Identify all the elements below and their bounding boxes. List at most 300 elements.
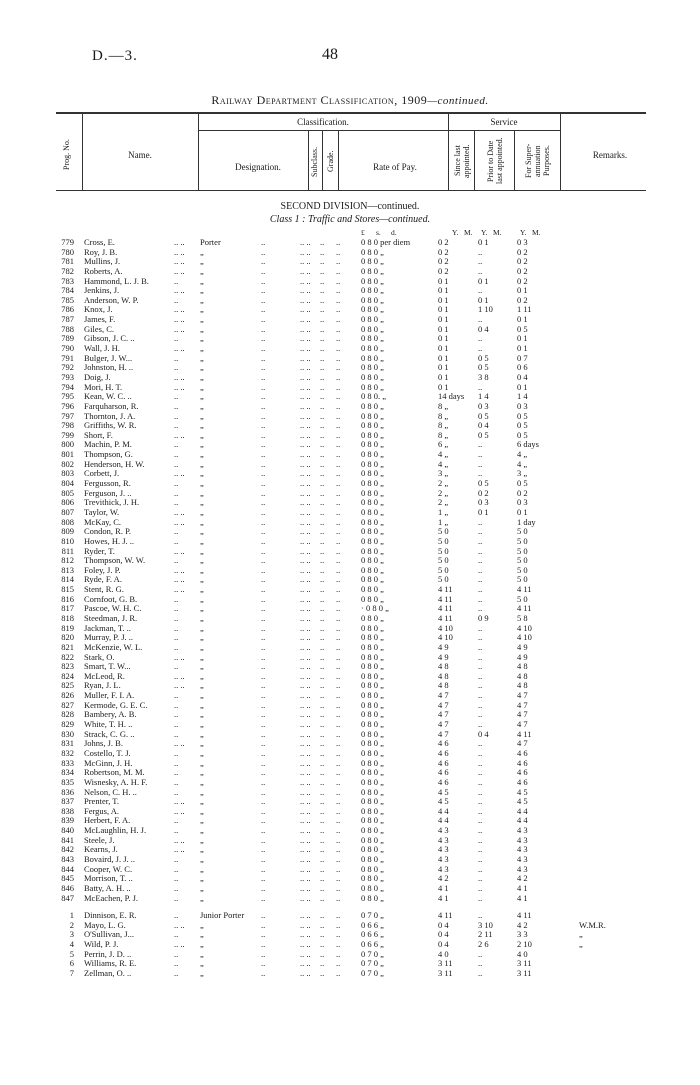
table-row	[56, 959, 646, 969]
designation-cell: „	[200, 429, 204, 440]
name-cell: Bulger, J. W...	[84, 352, 133, 363]
leader-dots: ..	[320, 796, 325, 807]
rate-cell: 0 8 0 „	[361, 535, 384, 546]
prior-cell: 0 1	[478, 275, 489, 286]
leader-dots: .. ..	[300, 786, 311, 797]
leader-dots: ..	[320, 237, 325, 247]
leader-dots: ..	[261, 719, 266, 730]
prior-cell: ..	[478, 516, 483, 527]
leader-dots: ..	[261, 275, 266, 286]
leader-dots: ..	[174, 410, 179, 421]
superannuation-cell: 5 8	[517, 612, 528, 623]
superannuation-cell: 4 11	[517, 603, 532, 614]
prog-no-cell: 7	[69, 968, 74, 979]
leader-dots: ..	[261, 796, 266, 807]
leader-dots: ..	[261, 352, 266, 363]
header-classification: Classification.	[297, 117, 349, 127]
superannuation-cell: 4 7	[517, 709, 528, 720]
leader-dots: .. ..	[300, 882, 311, 893]
leader-dots: .. ..	[300, 747, 311, 758]
superannuation-cell: 4 10	[517, 622, 532, 633]
superannuation-cell: 4 7	[517, 738, 528, 749]
superannuation-cell: 0 4	[517, 371, 528, 382]
rate-cell: 0 8 0 „	[361, 323, 384, 334]
superannuation-cell: 4 4	[517, 815, 528, 826]
leader-dots: .. ..	[300, 854, 311, 864]
superannuation-cell: 4 7	[517, 690, 528, 701]
leader-dots: ..	[320, 767, 325, 778]
leader-dots: .. ..	[300, 526, 311, 537]
leader-dots: ..	[320, 478, 325, 489]
leader-dots: .. ..	[174, 429, 185, 440]
name-cell: Prenter, T.	[84, 796, 119, 807]
superannuation-cell: 1 4	[517, 391, 528, 402]
superannuation-cell: 4 9	[517, 641, 528, 652]
prior-cell: ..	[478, 555, 483, 566]
since-last-cell: 4 3	[438, 863, 449, 874]
leader-dots: .. ..	[174, 545, 185, 556]
leader-dots: ..	[320, 246, 325, 257]
header-rate: Rate of Pay.	[373, 162, 417, 172]
leader-dots: .. ..	[300, 680, 311, 691]
since-last-cell: 4 5	[438, 796, 449, 807]
leader-dots: ..	[336, 958, 341, 969]
leader-dots: .. ..	[174, 844, 185, 855]
table-row	[56, 595, 646, 605]
prior-cell: ..	[478, 738, 483, 749]
prior-cell: ..	[478, 584, 483, 595]
leader-dots: ..	[174, 728, 179, 739]
leader-dots: .. ..	[300, 603, 311, 614]
prog-no-cell: 847	[61, 892, 74, 903]
leader-dots: ..	[320, 805, 325, 816]
name-cell: Stent, R. G.	[84, 584, 124, 595]
page-reference: D.—3.	[92, 48, 138, 64]
table-row	[56, 296, 646, 306]
leader-dots: .. ..	[300, 622, 311, 633]
table-row	[56, 518, 646, 528]
title-main: Railway Department Classification, 1909	[211, 93, 428, 107]
name-cell: Griffiths, W. R.	[84, 420, 137, 431]
leader-dots: ..	[320, 728, 325, 739]
prog-no-cell: 783	[61, 275, 74, 286]
leader-dots: .. ..	[174, 805, 185, 816]
leader-dots: ..	[336, 343, 341, 354]
leader-dots: ..	[261, 844, 266, 855]
rate-cell: 0 8 0 „	[361, 680, 384, 691]
since-last-cell: 4 4	[438, 815, 449, 826]
leader-dots: ..	[336, 728, 341, 739]
superannuation-cell: 3 „	[517, 468, 528, 479]
superannuation-cell: 0 1	[517, 314, 528, 325]
designation-cell: „	[200, 545, 204, 556]
leader-dots: ..	[261, 948, 266, 959]
leader-dots: ..	[261, 237, 266, 247]
name-cell: Stark, O.	[84, 651, 115, 662]
prior-cell: ..	[478, 757, 483, 768]
table-row	[56, 720, 646, 730]
designation-cell: „	[200, 919, 204, 930]
leader-dots: ..	[174, 622, 179, 633]
leader-dots: ..	[320, 747, 325, 758]
superannuation-cell: 4 1	[517, 892, 528, 903]
leader-dots: ..	[261, 343, 266, 354]
name-cell: Jackman, T. ..	[84, 622, 131, 633]
rate-cell: 0 8 0 „	[361, 265, 384, 276]
leader-dots: ..	[261, 882, 266, 893]
prog-no-cell: 846	[61, 882, 74, 893]
designation-cell: „	[200, 381, 204, 392]
designation-cell: „	[200, 362, 204, 373]
table-row	[56, 238, 646, 248]
table-row	[56, 479, 646, 489]
name-cell: Steele, J.	[84, 834, 115, 845]
leader-dots: .. ..	[300, 670, 311, 681]
leader-dots: ..	[320, 699, 325, 710]
leader-dots: ..	[320, 352, 325, 363]
leader-dots: ..	[336, 854, 341, 864]
prog-no-cell: 805	[61, 487, 74, 498]
table-row	[56, 681, 646, 691]
leader-dots: ..	[320, 680, 325, 691]
leader-dots: ..	[174, 661, 179, 672]
name-cell: Smart, T. W...	[84, 661, 131, 672]
leader-dots: .. ..	[300, 948, 311, 959]
prior-cell: ..	[478, 834, 483, 845]
name-cell: Wisnesky, A. H. F.	[84, 776, 148, 787]
leader-dots: ..	[174, 747, 179, 758]
table-row	[56, 624, 646, 634]
table-row	[56, 575, 646, 585]
leader-dots: ..	[261, 294, 266, 305]
leader-dots: .. ..	[300, 545, 311, 556]
table-row	[56, 807, 646, 817]
header-since-last: Since last appointed.	[453, 144, 471, 178]
table-row	[56, 383, 646, 393]
prog-no-cell: 809	[61, 526, 74, 537]
name-cell: Bambery, A. B.	[84, 709, 137, 720]
table-row	[56, 739, 646, 749]
leader-dots: .. ..	[174, 246, 185, 257]
leader-dots: .. ..	[300, 265, 311, 276]
leader-dots: ..	[336, 478, 341, 489]
prior-cell: 0 3	[478, 497, 489, 508]
prog-no-cell: 825	[61, 680, 74, 691]
rate-cell: 0 8 0 „	[361, 786, 384, 797]
leader-dots: ..	[336, 661, 341, 672]
rate-cell: 0 8 0 „	[361, 333, 384, 344]
rate-cell: 0 8 0 „	[361, 246, 384, 257]
prog-no-cell: 780	[61, 246, 74, 257]
superannuation-cell: 0 3	[517, 400, 528, 411]
leader-dots: ..	[320, 362, 325, 373]
table-row	[56, 701, 646, 711]
leader-dots: .. ..	[300, 535, 311, 546]
since-last-cell: 4 7	[438, 728, 449, 739]
name-cell: Doig, J.	[84, 371, 111, 382]
prog-no-cell: 842	[61, 844, 74, 855]
name-cell: Fergus, A.	[84, 805, 120, 816]
since-last-cell: 5 0	[438, 526, 449, 537]
since-last-cell: 0 1	[438, 304, 449, 315]
leader-dots: .. ..	[300, 584, 311, 595]
superannuation-cell: 1 day	[517, 516, 536, 527]
name-cell: Short, F.	[84, 429, 113, 440]
superannuation-cell: 4 9	[517, 651, 528, 662]
designation-cell: „	[200, 256, 204, 267]
name-cell: Thornton, J. A.	[84, 410, 136, 421]
name-cell: Strack, C. G. ..	[84, 728, 135, 739]
since-last-cell: 4 11	[438, 603, 453, 614]
designation-cell: „	[200, 641, 204, 652]
header-grade: Grade.	[326, 150, 335, 172]
since-last-cell: 4 5	[438, 786, 449, 797]
superannuation-cell: 3 3	[517, 929, 528, 940]
designation-cell: „	[200, 449, 204, 460]
rate-cell: 0 8 0 „	[361, 728, 384, 739]
table-row	[56, 633, 646, 643]
rate-cell: 0 8 0 „	[361, 526, 384, 537]
leader-dots: ..	[174, 478, 179, 489]
since-last-cell: 0 1	[438, 381, 449, 392]
designation-cell: „	[200, 410, 204, 421]
since-last-cell: 4 6	[438, 738, 449, 749]
section-division: SECOND DIVISION—continued.	[280, 201, 420, 212]
prior-cell: ..	[478, 958, 483, 969]
name-cell: Henderson, H. W.	[84, 458, 145, 469]
table-row	[56, 325, 646, 335]
col-divider	[338, 131, 339, 190]
table-row	[56, 286, 646, 296]
leader-dots: ..	[336, 516, 341, 527]
superannuation-cell: 4 3	[517, 854, 528, 864]
designation-cell: „	[200, 343, 204, 354]
prior-cell: ..	[478, 786, 483, 797]
designation-cell: „	[200, 391, 204, 402]
since-last-cell: 0 1	[438, 371, 449, 382]
prog-no-cell: 820	[61, 632, 74, 643]
prior-cell: ..	[478, 854, 483, 864]
leader-dots: ..	[336, 892, 341, 903]
name-cell: Herbert, F. A.	[84, 815, 131, 826]
rate-cell: 0 6 6 „	[361, 919, 384, 930]
leader-dots: .. ..	[300, 632, 311, 643]
leader-dots: .. ..	[174, 670, 185, 681]
leader-dots: ..	[261, 863, 266, 874]
leader-dots: .. ..	[300, 285, 311, 296]
name-cell: McLeod, R.	[84, 670, 125, 681]
leader-dots: .. ..	[300, 362, 311, 373]
table-row	[56, 653, 646, 663]
leader-dots: ..	[336, 919, 341, 930]
leader-dots: ..	[174, 929, 179, 940]
name-cell: McKay, C.	[84, 516, 121, 527]
leader-dots: ..	[320, 429, 325, 440]
leader-dots: .. ..	[300, 352, 311, 363]
rate-cell: 0 8 0 „	[361, 622, 384, 633]
name-cell: Gibson, J. C. ..	[84, 333, 135, 344]
name-cell: Ryan, J. L.	[84, 680, 121, 691]
name-cell: Johns, J. B.	[84, 738, 123, 749]
prog-no-cell: 806	[61, 497, 74, 508]
prior-cell: ..	[478, 285, 483, 296]
leader-dots: ..	[174, 776, 179, 787]
leader-dots: ..	[320, 593, 325, 604]
header-subclass: Subclass.	[310, 147, 319, 177]
leader-dots: ..	[320, 323, 325, 334]
table-row	[56, 884, 646, 894]
designation-cell: „	[200, 825, 204, 836]
leader-dots: ..	[336, 796, 341, 807]
leader-dots: ..	[320, 776, 325, 787]
prior-cell: ..	[478, 458, 483, 469]
prog-no-cell: 813	[61, 564, 74, 575]
leader-dots: ..	[320, 825, 325, 836]
prog-no-cell: 841	[61, 834, 74, 845]
prog-no-cell: 804	[61, 478, 74, 489]
leader-dots: .. ..	[300, 612, 311, 623]
prior-cell: ..	[478, 805, 483, 816]
leader-dots: ..	[320, 651, 325, 662]
leader-dots: ..	[336, 805, 341, 816]
prog-no-cell: 787	[61, 314, 74, 325]
designation-cell: „	[200, 747, 204, 758]
designation-cell: „	[200, 593, 204, 604]
prior-cell: 1 10	[478, 304, 493, 315]
prog-no-cell: 795	[61, 391, 74, 402]
leader-dots: ..	[261, 661, 266, 672]
prog-no-cell: 788	[61, 323, 74, 334]
superannuation-cell: 5 0	[517, 555, 528, 566]
since-last-cell: 4 7	[438, 709, 449, 720]
leader-dots: ..	[336, 285, 341, 296]
leader-dots: .. ..	[300, 371, 311, 382]
designation-cell: „	[200, 564, 204, 575]
leader-dots: .. ..	[300, 237, 311, 247]
superannuation-cell: 4 3	[517, 834, 528, 845]
leader-dots: ..	[336, 834, 341, 845]
leader-dots: ..	[320, 939, 325, 950]
leader-dots: .. ..	[174, 256, 185, 267]
rate-cell: 0 8 0 „	[361, 612, 384, 623]
leader-dots: ..	[261, 526, 266, 537]
leader-dots: ..	[336, 690, 341, 701]
leader-dots: ..	[320, 910, 325, 921]
group-gap	[56, 903, 646, 911]
table-row	[56, 604, 646, 614]
superannuation-cell: 0 7	[517, 352, 528, 363]
leader-dots: ..	[320, 641, 325, 652]
leader-dots: ..	[336, 929, 341, 940]
leader-dots: .. ..	[174, 574, 185, 585]
prog-no-cell: 823	[61, 661, 74, 672]
leader-dots: ..	[261, 738, 266, 749]
prior-cell: ..	[478, 622, 483, 633]
prior-cell: ..	[478, 449, 483, 460]
leader-dots: ..	[174, 825, 179, 836]
name-cell: McKenzie, W. L.	[84, 641, 143, 652]
leader-dots: .. ..	[300, 929, 311, 940]
rate-cell: 0 8 0 „	[361, 516, 384, 527]
superannuation-cell: 0 6	[517, 362, 528, 373]
leader-dots: ..	[336, 420, 341, 431]
superannuation-cell: 4 10	[517, 632, 532, 643]
prior-cell: 0 3	[478, 400, 489, 411]
name-cell: Morrison, T. ..	[84, 873, 133, 884]
superannuation-cell: 4 2	[517, 873, 528, 884]
leader-dots: ..	[174, 786, 179, 797]
name-cell: Howes, H. J. ..	[84, 535, 135, 546]
leader-dots: ..	[320, 919, 325, 930]
name-cell: Anderson, W. P.	[84, 294, 139, 305]
leader-dots: ..	[261, 699, 266, 710]
leader-dots: .. ..	[300, 825, 311, 836]
name-cell: Mayo, L. G.	[84, 919, 126, 930]
designation-cell: „	[200, 719, 204, 730]
leader-dots: ..	[261, 709, 266, 720]
since-last-cell: 4 6	[438, 776, 449, 787]
prog-no-cell: 812	[61, 555, 74, 566]
superannuation-cell: 4 4	[517, 805, 528, 816]
designation-cell: „	[200, 584, 204, 595]
since-last-cell: 4 8	[438, 661, 449, 672]
prog-no-cell: 832	[61, 747, 74, 758]
leader-dots: ..	[336, 545, 341, 556]
rate-cell: 0 8 0 „	[361, 747, 384, 758]
rate-cell: 0 8 0 „	[361, 738, 384, 749]
leader-dots: ..	[336, 603, 341, 614]
leader-dots: ..	[261, 487, 266, 498]
designation-cell: „	[200, 612, 204, 623]
since-last-cell: 4 „	[438, 449, 449, 460]
since-last-cell: 0 1	[438, 333, 449, 344]
leader-dots: .. ..	[300, 757, 311, 768]
rate-cell: 0 8 0 „	[361, 545, 384, 556]
prog-no-cell: 835	[61, 776, 74, 787]
leader-dots: ..	[261, 603, 266, 614]
leader-dots: ..	[320, 391, 325, 402]
unit-months: M.	[493, 228, 502, 237]
prior-cell: ..	[478, 825, 483, 836]
service-subrule	[448, 130, 560, 131]
designation-cell: „	[200, 458, 204, 469]
designation-cell: „	[200, 323, 204, 334]
table-row	[56, 421, 646, 431]
leader-dots: ..	[261, 968, 266, 979]
superannuation-cell: 0 1	[517, 381, 528, 392]
prior-cell: ..	[478, 815, 483, 826]
name-cell: Corbett, J.	[84, 468, 120, 479]
unit-years: Y.	[452, 228, 459, 237]
leader-dots: ..	[336, 400, 341, 411]
rate-cell: 0 8 0 „	[361, 651, 384, 662]
prog-no-cell: 779	[61, 237, 74, 247]
leader-dots: ..	[336, 910, 341, 921]
leader-dots: .. ..	[174, 919, 185, 930]
name-cell: Foley, J. P.	[84, 564, 121, 575]
prog-no-cell: 798	[61, 420, 74, 431]
prog-no-cell: 792	[61, 362, 74, 373]
since-last-cell: 4 7	[438, 699, 449, 710]
name-cell: Knox, J.	[84, 304, 113, 315]
rate-cell: 0 8 0 „	[361, 555, 384, 566]
rate-cell: 0 7 0 „	[361, 910, 384, 921]
leader-dots: ..	[174, 526, 179, 537]
leader-dots: .. ..	[174, 584, 185, 595]
leader-dots: .. ..	[174, 680, 185, 691]
table-row	[56, 334, 646, 344]
designation-cell: „	[200, 805, 204, 816]
